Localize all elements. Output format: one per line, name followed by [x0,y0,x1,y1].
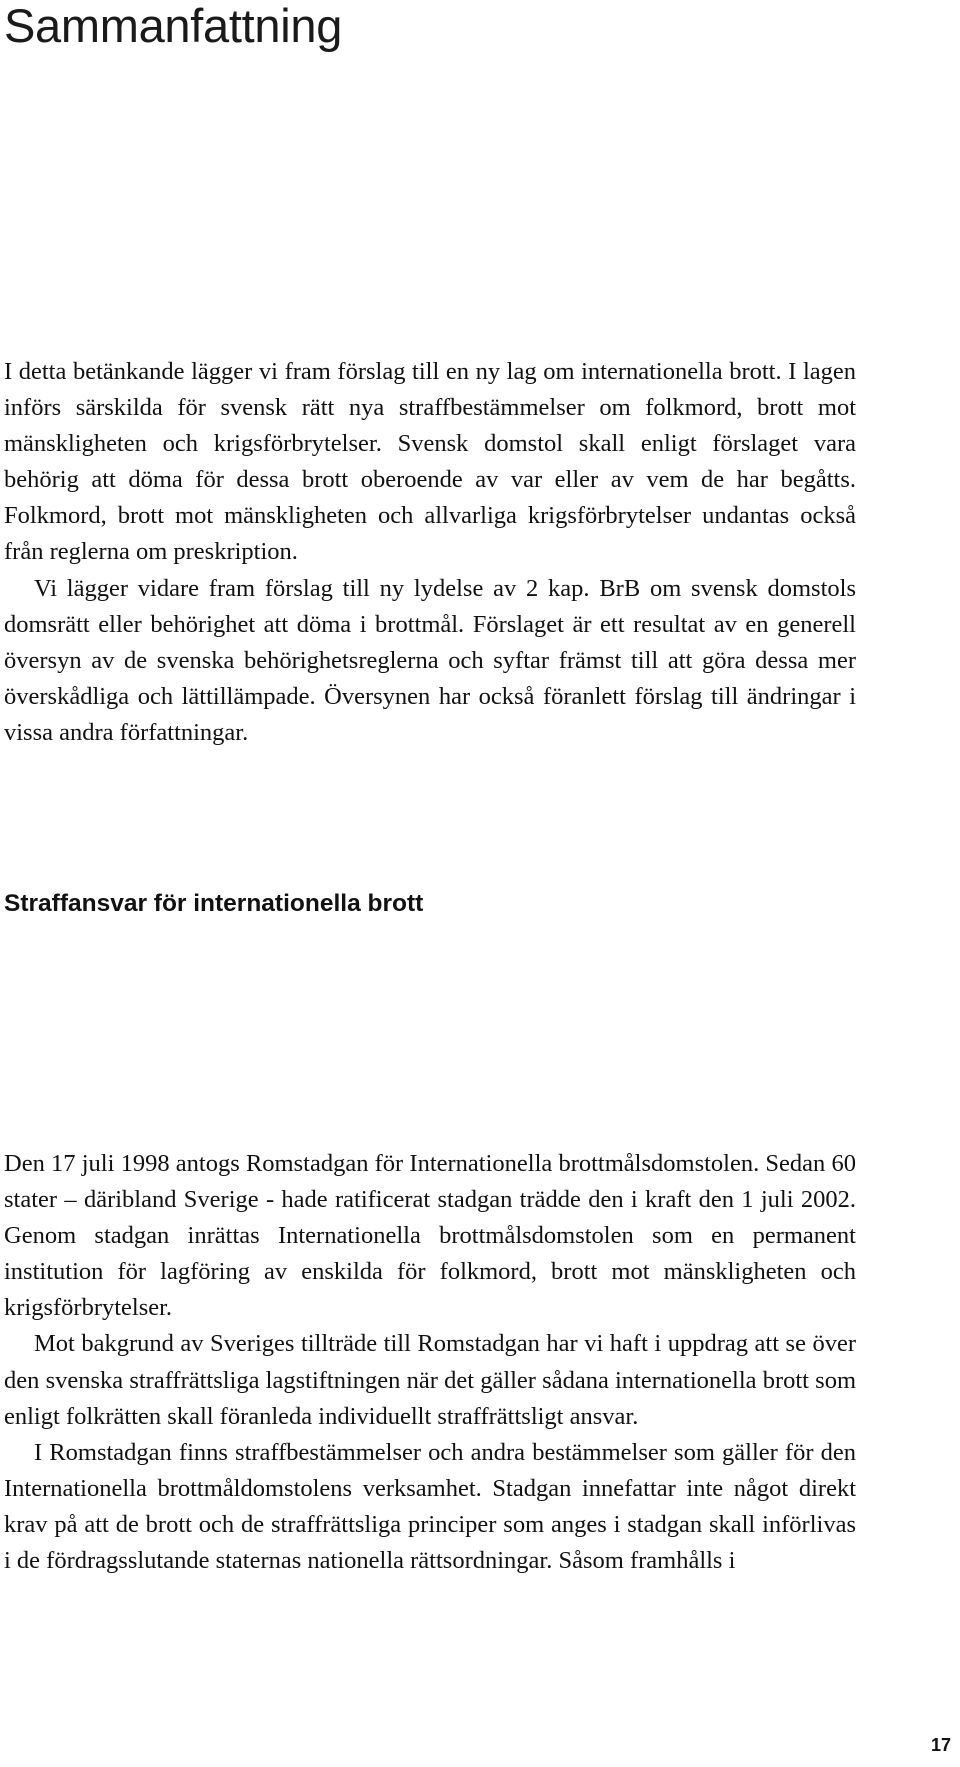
section-body [4,1146,856,1579]
section-paragraph: Mot bakgrund av Sveriges tillträde till Romstadgan har vi haft i uppdrag att se över den svenska straffrättsliga lagstiftningen när det gäller sådana internationella brott som enligt folkrätten skall föranleda individuellt straffrättsligt ansvar. [4,1330,856,1430]
intro-paragraph: Vi lägger vidare fram förslag till ny lydelse av 2 kap. BrB om svensk domstols domsrätt eller behörighet att döma i brottmål. Förslaget är ett resultat av en generell översyn av de svenska behörighetsreglerna och syftar främst till att göra dessa mer överskådliga och lättillämpade. Översynen har också föranlett förslag till ändringar i vissa andra författningar. [4,574,856,746]
page-number: 17 [930,1735,951,1755]
page-title: Sammanfattning [4,0,343,52]
intro-section [4,354,856,751]
intro-paragraph: I detta betänkande lägger vi fram förslag till en ny lag om internationella brott. I lagen införs särskilda för svensk rätt nya straffbestämmelser om folkmord, brott mot mänskligheten och krigsförbrytelser. Svensk domstol skall enligt förslaget vara behörig att döma för dessa brott oberoende av var eller av vem de har begåtts. Folkmord, brott mot mänskligheten och allvarliga krigsförbrytelser undantas också från reglerna om preskription. [4,358,856,566]
section-paragraph: Den 17 juli 1998 antogs Romstadgan för Internationella brottmålsdomstolen. Sedan 60 stater – däribland Sverige - hade ratificerat stadgan trädde den i kraft den 1 juli 2002. Genom stadgan inrättas Internationella brottmålsdomstolen som en permanent institution för lagföring av enskilda för folkmord, brott mot mänskligheten och krigsförbrytelser. [4,1150,856,1322]
section-paragraph: I Romstadgan finns straffbestämmelser och andra bestämmelser som gäller för den Internationella brottmåldomstolens verksamhet. Stadgan innefattar inte något direkt krav på att de brott och de straffrättsliga principer som anges i stadgan skall införlivas i de fördragsslutande staternas nationella rättsordningar. Såsom framhålls i [4,1438,856,1575]
section-heading: Straffansvar för internationella brott [4,890,424,917]
